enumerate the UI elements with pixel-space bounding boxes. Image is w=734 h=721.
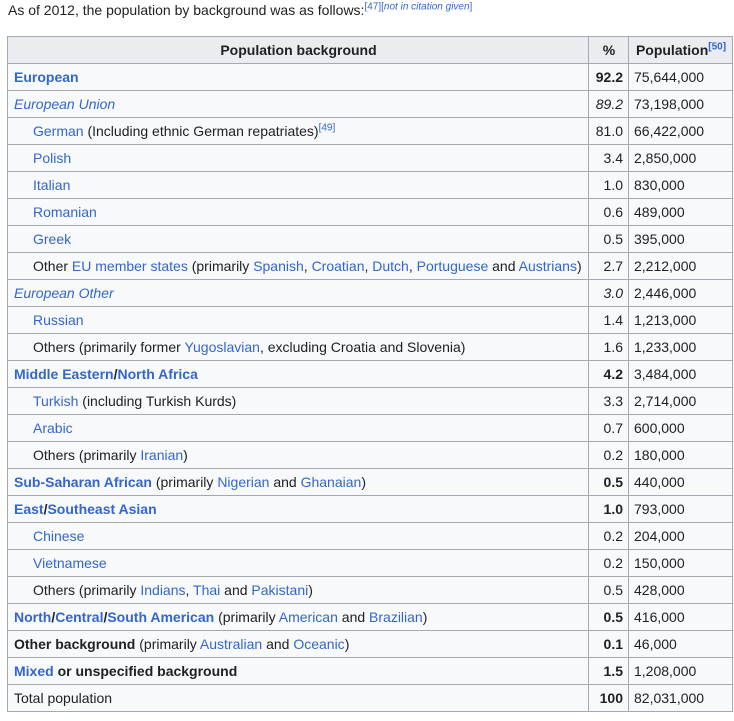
background-link[interactable]: Sub-Saharan African [14, 474, 152, 490]
table-row [8, 577, 733, 604]
cell-background [8, 388, 589, 415]
background-link[interactable]: Romanian [33, 204, 97, 220]
header-population-label: Population [635, 42, 709, 58]
background-link[interactable]: Croatian [311, 258, 365, 274]
cell-percent: 92.2 [589, 64, 629, 91]
background-link[interactable]: North [14, 609, 52, 625]
intro-text [8, 0, 472, 20]
cell-percent: 100 [589, 685, 629, 712]
table-row [8, 388, 733, 415]
cell-background [8, 118, 589, 145]
background-link[interactable]: Oceanic [293, 636, 345, 652]
background-text: Other [33, 258, 72, 274]
background-text: Others (primarily [33, 582, 141, 598]
cell-population: 3,484,000 [629, 361, 733, 388]
header-percent: % [589, 37, 629, 64]
cell-population: 793,000 [629, 496, 733, 523]
table-row [8, 307, 733, 334]
cell-population: 600,000 [629, 415, 733, 442]
cell-population: 73,198,000 [629, 91, 733, 118]
background-text: Others (primarily [33, 447, 141, 463]
background-link[interactable]: Yugoslavian [184, 339, 260, 355]
table-header-row [8, 37, 733, 64]
background-text: and [269, 474, 301, 490]
table-row [8, 91, 733, 118]
cell-population: 150,000 [629, 550, 733, 577]
cell-population: 46,000 [629, 631, 733, 658]
background-link[interactable]: Southeast Asian [47, 501, 157, 517]
table-body [8, 64, 733, 712]
background-link[interactable]: North Africa [117, 366, 198, 382]
cell-background [8, 523, 589, 550]
cell-background [8, 496, 589, 523]
citation-needed-note[interactable]: not in citation given [383, 1, 470, 13]
cell-background [8, 64, 589, 91]
table-row [8, 658, 733, 685]
table-row [8, 442, 733, 469]
background-link[interactable]: Iranian [140, 447, 184, 463]
cell-background [8, 145, 589, 172]
cell-population: 830,000 [629, 172, 733, 199]
background-link[interactable]: European [14, 69, 79, 85]
cell-population: 75,644,000 [629, 64, 733, 91]
background-text: , [185, 582, 194, 598]
cell-percent: 3.3 [589, 388, 629, 415]
cell-percent: 0.1 [589, 631, 629, 658]
cell-percent: 2.7 [589, 253, 629, 280]
intro-sentence: As of 2012, the population by background was as follows: [8, 2, 365, 18]
cell-background [8, 334, 589, 361]
citation-needed-open: [ [381, 1, 384, 13]
cell-population: 2,850,000 [629, 145, 733, 172]
background-link[interactable]: Mixed [14, 663, 54, 679]
cell-population: 489,000 [629, 199, 733, 226]
cell-population: 395,000 [629, 226, 733, 253]
background-text: / [43, 501, 48, 517]
cell-percent: 1.0 [589, 172, 629, 199]
table-row [8, 145, 733, 172]
background-text: (primarily [214, 609, 279, 625]
cell-population: 1,233,000 [629, 334, 733, 361]
cell-percent: 89.2 [589, 91, 629, 118]
cell-population: 2,714,000 [629, 388, 733, 415]
cell-population: 2,446,000 [629, 280, 733, 307]
cell-percent: 0.2 [589, 523, 629, 550]
background-text: / [51, 609, 56, 625]
background-link[interactable]: American [278, 609, 338, 625]
cell-population: 1,208,000 [629, 658, 733, 685]
background-link[interactable]: Italian [33, 177, 71, 193]
cell-background [8, 604, 589, 631]
cell-background [8, 469, 589, 496]
cell-background [8, 226, 589, 253]
cell-percent: 3.0 [589, 280, 629, 307]
cell-population: 440,000 [629, 469, 733, 496]
background-text: Total population [14, 690, 113, 706]
background-text: and [220, 582, 252, 598]
background-link[interactable]: European Union [14, 96, 116, 112]
table-row [8, 685, 733, 712]
background-text: , [408, 258, 417, 274]
cell-background [8, 253, 589, 280]
table-row [8, 604, 733, 631]
table-row [8, 550, 733, 577]
cell-background [8, 361, 589, 388]
table-row [8, 631, 733, 658]
background-link[interactable]: Indians [140, 582, 186, 598]
background-text: and [488, 258, 519, 274]
background-text: ) [344, 636, 350, 652]
citation-ref-47[interactable]: [47] [364, 1, 382, 13]
cell-population: 180,000 [629, 442, 733, 469]
cell-background [8, 415, 589, 442]
background-link[interactable]: Spanish [253, 258, 304, 274]
background-text: (including Turkish Kurds) [78, 393, 237, 409]
cell-percent: 0.7 [589, 415, 629, 442]
cell-percent: 3.4 [589, 145, 629, 172]
cell-population: 2,212,000 [629, 253, 733, 280]
background-link[interactable]: Dutch [372, 258, 409, 274]
citation-ref-50[interactable]: [50] [708, 41, 727, 53]
cell-background [8, 577, 589, 604]
background-text: ) [422, 609, 428, 625]
background-text: (primarily [151, 474, 218, 490]
background-text: (primarily [135, 636, 200, 652]
background-link[interactable]: Thai [193, 582, 221, 598]
superscript [319, 122, 336, 133]
cell-percent: 0.2 [589, 550, 629, 577]
cell-percent: 81.0 [589, 118, 629, 145]
background-link[interactable]: Greek [33, 231, 72, 247]
background-text: ) [576, 258, 582, 274]
citation-needed-close: ] [469, 1, 473, 13]
cell-population: 428,000 [629, 577, 733, 604]
background-text: ) [361, 474, 366, 490]
cell-population: 416,000 [629, 604, 733, 631]
background-text: , [303, 258, 312, 274]
cell-population: 204,000 [629, 523, 733, 550]
table-row [8, 64, 733, 91]
cell-background [8, 280, 589, 307]
cell-background [8, 685, 589, 712]
table-row [8, 226, 733, 253]
background-link[interactable]: Russian [33, 312, 84, 328]
background-link[interactable]: European Other [14, 285, 114, 301]
background-text: and [337, 609, 370, 625]
cell-percent: 4.2 [589, 361, 629, 388]
background-link[interactable]: Nigerian [217, 474, 270, 490]
cell-background [8, 91, 589, 118]
cell-background [8, 199, 589, 226]
background-link[interactable]: South American [107, 609, 215, 625]
table-row [8, 361, 733, 388]
background-text: / [113, 366, 118, 382]
background-link[interactable]: Arabic [33, 420, 73, 436]
background-text: (Including ethnic German repatriates) [83, 123, 319, 139]
background-link[interactable]: Ghanaian [300, 474, 362, 490]
background-link[interactable]: Polish [33, 150, 72, 166]
background-text: , excluding Croatia and Slovenia) [259, 339, 466, 355]
header-population [629, 37, 733, 64]
background-link[interactable]: East [14, 501, 44, 517]
cell-population: 1,213,000 [629, 307, 733, 334]
cell-background [8, 631, 589, 658]
background-link[interactable]: Australian [199, 636, 263, 652]
cell-background [8, 172, 589, 199]
cell-population: 66,422,000 [629, 118, 733, 145]
background-text: Other background [14, 636, 136, 652]
background-text: Others (primarily former [33, 339, 185, 355]
background-link[interactable]: Pakistani [251, 582, 309, 598]
cell-percent: 0.2 [589, 442, 629, 469]
background-link[interactable]: Austrians [518, 258, 577, 274]
background-link[interactable]: Portuguese [416, 258, 489, 274]
table-row [8, 253, 733, 280]
background-link[interactable]: Vietnamese [33, 555, 107, 571]
background-text: ) [308, 582, 313, 598]
background-text: / [103, 609, 108, 625]
cell-percent: 0.5 [589, 226, 629, 253]
table-row [8, 469, 733, 496]
table-row [8, 334, 733, 361]
cell-percent: 0.5 [589, 469, 629, 496]
background-text: ) [183, 447, 188, 463]
table-row [8, 280, 733, 307]
background-link[interactable]: Middle Eastern [14, 366, 114, 382]
background-link[interactable]: German [33, 123, 84, 139]
table-row [8, 199, 733, 226]
background-link[interactable]: Chinese [33, 528, 85, 544]
background-text: , [364, 258, 373, 274]
cell-background [8, 550, 589, 577]
cell-percent: 1.4 [589, 307, 629, 334]
cell-percent: 1.5 [589, 658, 629, 685]
table-row [8, 172, 733, 199]
background-link[interactable]: Central [55, 609, 104, 625]
background-text: and [262, 636, 294, 652]
table-row [8, 415, 733, 442]
cell-population: 82,031,000 [629, 685, 733, 712]
background-link[interactable]: Turkish [33, 393, 79, 409]
cell-background [8, 442, 589, 469]
cell-percent: 0.5 [589, 577, 629, 604]
cell-percent: 1.6 [589, 334, 629, 361]
table-row [8, 523, 733, 550]
background-text: or unspecified background [53, 663, 238, 679]
population-table [7, 36, 733, 712]
background-link[interactable]: Brazilian [369, 609, 423, 625]
cell-percent: 0.5 [589, 604, 629, 631]
cell-percent: 0.6 [589, 199, 629, 226]
background-text: (primarily [187, 258, 254, 274]
header-population-background: Population background [8, 37, 589, 64]
cell-percent: 1.0 [589, 496, 629, 523]
citation-ref[interactable]: [49] [318, 122, 336, 134]
cell-background [8, 658, 589, 685]
table-row [8, 118, 733, 145]
table-row [8, 496, 733, 523]
cell-background [8, 307, 589, 334]
background-link[interactable]: EU member states [71, 258, 188, 274]
